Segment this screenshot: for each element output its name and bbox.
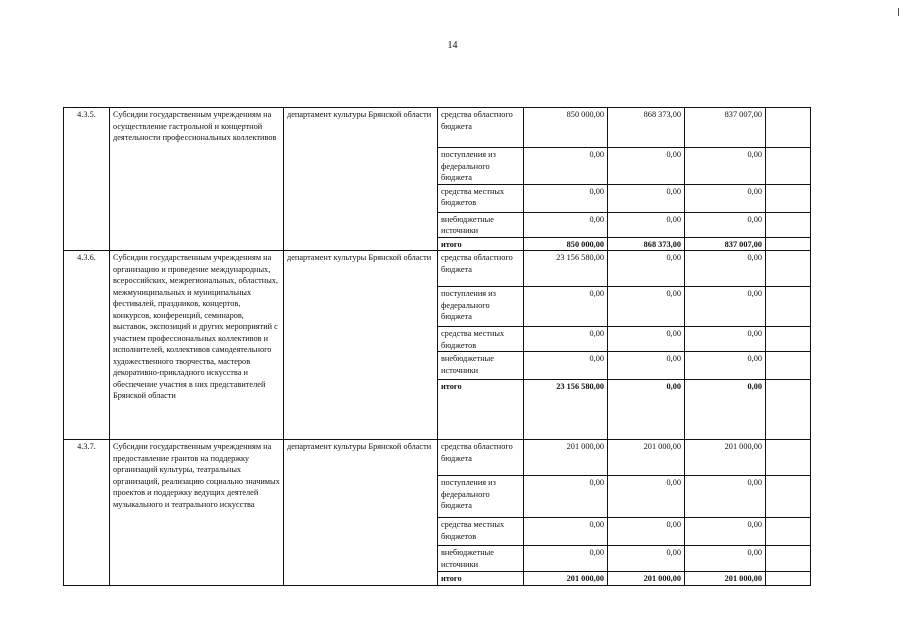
funding-source: внебюджетные источники [438,212,524,237]
table-body [64,108,811,586]
empty-cell [766,572,811,586]
amount-year-3: 0,00 [685,184,766,212]
empty-cell [766,440,811,476]
empty-cell [766,476,811,518]
funding-source: поступления из федерального бюджета [438,148,524,185]
amount-year-1: 850 000,00 [524,237,608,251]
amount-year-1: 23 156 580,00 [524,380,608,440]
amount-year-3: 837 007,00 [685,237,766,251]
amount-year-2: 0,00 [608,546,685,572]
amount-year-1: 201 000,00 [524,572,608,586]
item-code: 4.3.6. [64,251,110,440]
empty-cell [766,352,811,380]
amount-year-1: 23 156 580,00 [524,251,608,287]
amount-year-3: 0,00 [685,546,766,572]
amount-year-2: 0,00 [608,184,685,212]
amount-year-1: 0,00 [524,184,608,212]
amount-year-2: 0,00 [608,327,685,352]
amount-year-1: 0,00 [524,212,608,237]
amount-year-3: 0,00 [685,148,766,185]
item-description: Субсидии государственным учреждениям на предоставление грантов на поддержку организаций культуры, театральных организаций, реализацию социально значимых проектов и поддержку ведущих деятелей музыкального и театрального искусства [110,440,284,586]
item-description: Субсидии государственным учреждениям на организацию и проведение международных, всероссийских, межрегиональных, областных, межмуниципальных и муниципальных фестивалей, праздников, концертов, конкурсов, конференций, семинаров, выставок, экспозиций и других мероприятий с участием профессиональных коллективов и исполнителей, коллективов самодеятельного художественного творчества, мастеров декоративно-прикладного искусства и обеспечение участия в них представителей Брянской области [110,251,284,440]
edge-mark [898,8,899,16]
amount-year-3: 0,00 [685,518,766,546]
amount-year-2: 201 000,00 [608,440,685,476]
amount-year-2: 868 373,00 [608,108,685,148]
empty-cell [766,518,811,546]
amount-year-3: 0,00 [685,287,766,327]
empty-cell [766,148,811,185]
empty-cell [766,380,811,440]
empty-cell [766,251,811,287]
amount-year-1: 201 000,00 [524,440,608,476]
funding-source: внебюджетные источники [438,546,524,572]
funding-source: внебюджетные источники [438,352,524,380]
page-number: 14 [447,40,458,51]
funding-source: средства местных бюджетов [438,184,524,212]
item-executor: департамент культуры Брянской области [284,251,438,440]
amount-year-2: 0,00 [608,352,685,380]
amount-year-3: 0,00 [685,212,766,237]
funding-source: итого [438,237,524,251]
amount-year-3: 201 000,00 [685,572,766,586]
amount-year-1: 0,00 [524,287,608,327]
funding-source: итого [438,380,524,440]
amount-year-1: 0,00 [524,476,608,518]
amount-year-2: 0,00 [608,287,685,327]
amount-year-2: 0,00 [608,148,685,185]
amount-year-1: 0,00 [524,327,608,352]
empty-cell [766,327,811,352]
funding-source: поступления из федерального бюджета [438,287,524,327]
item-code: 4.3.5. [64,108,110,251]
amount-year-1: 0,00 [524,148,608,185]
item-description: Субсидии государственным учреждениям на осуществление гастрольной и концертной деятельности профессиональных коллективов [110,108,284,251]
funding-source: поступления из федерального бюджета [438,476,524,518]
amount-year-2: 868 373,00 [608,237,685,251]
amount-year-2: 0,00 [608,476,685,518]
amount-year-3: 0,00 [685,251,766,287]
funding-source: итого [438,572,524,586]
funding-source: средства областного бюджета [438,108,524,148]
amount-year-3: 0,00 [685,327,766,352]
empty-cell [766,237,811,251]
funding-source: средства областного бюджета [438,251,524,287]
empty-cell [766,287,811,327]
item-code: 4.3.7. [64,440,110,586]
budget-table [63,107,811,586]
table-row [64,108,811,148]
funding-source: средства областного бюджета [438,440,524,476]
empty-cell [766,108,811,148]
amount-year-1: 850 000,00 [524,108,608,148]
table-row [64,440,811,476]
funding-source: средства местных бюджетов [438,518,524,546]
amount-year-3: 837 007,00 [685,108,766,148]
amount-year-2: 201 000,00 [608,572,685,586]
amount-year-2: 0,00 [608,380,685,440]
amount-year-1: 0,00 [524,518,608,546]
amount-year-1: 0,00 [524,352,608,380]
amount-year-2: 0,00 [608,251,685,287]
funding-source: средства местных бюджетов [438,327,524,352]
empty-cell [766,184,811,212]
amount-year-3: 0,00 [685,380,766,440]
item-executor: департамент культуры Брянской области [284,108,438,251]
amount-year-3: 0,00 [685,352,766,380]
amount-year-1: 0,00 [524,546,608,572]
amount-year-2: 0,00 [608,212,685,237]
amount-year-3: 201 000,00 [685,440,766,476]
table-row [64,251,811,287]
amount-year-2: 0,00 [608,518,685,546]
item-executor: департамент культуры Брянской области [284,440,438,586]
empty-cell [766,212,811,237]
amount-year-3: 0,00 [685,476,766,518]
empty-cell [766,546,811,572]
